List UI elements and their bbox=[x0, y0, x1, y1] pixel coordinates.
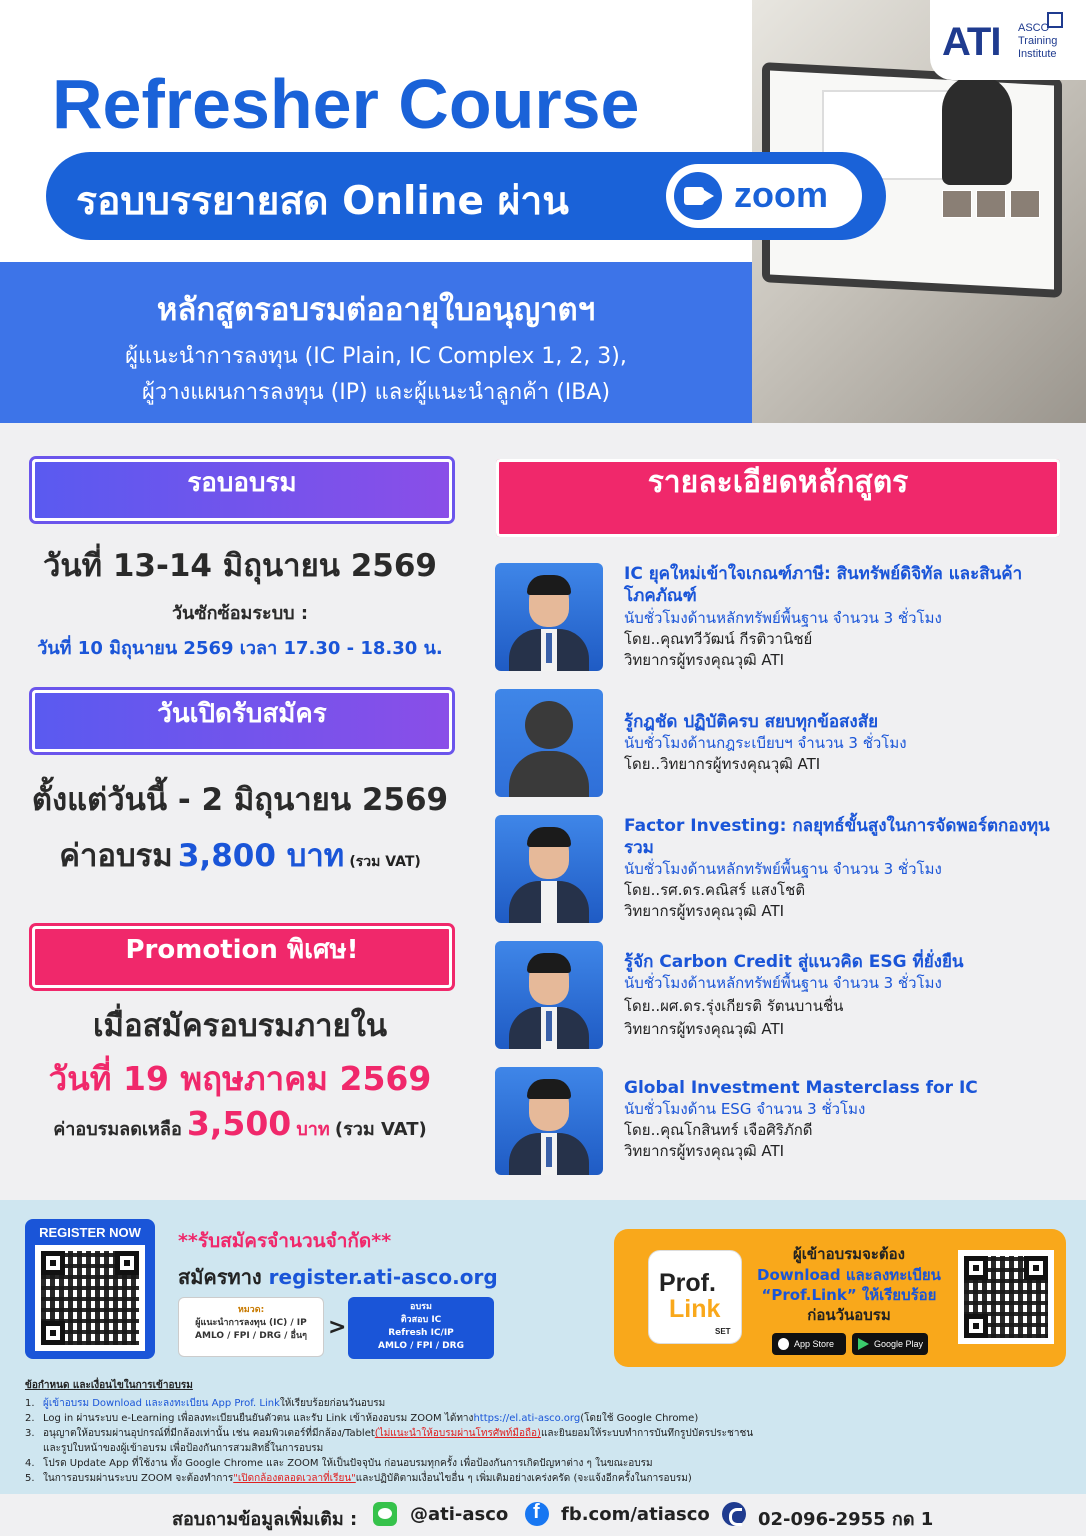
registration-fee bbox=[20, 830, 460, 880]
promo-header bbox=[32, 926, 452, 988]
course-speaker: โดย..รศ.ดร.คณิสร์ แสงโชติ bbox=[624, 881, 806, 899]
speaker-photo bbox=[495, 1067, 603, 1175]
course-item bbox=[495, 815, 1061, 923]
register-via-label: สมัครทาง bbox=[178, 1265, 262, 1289]
band-line3: ผู้วางแผนการลงทุน (IP) และผู้แนะนำลูกค้า (IBA) bbox=[141, 380, 611, 405]
band-line1: หลักสูตรอบรมต่ออายุใบอนุญาตฯ bbox=[156, 292, 596, 328]
step-a-line2: AMLO / FPI / DRG / อื่นๆ bbox=[195, 1331, 307, 1341]
facebook-link[interactable]: fb.com/atiasco bbox=[561, 1504, 710, 1525]
fee-label: ค่าอบรม bbox=[59, 838, 173, 874]
video-thumbnails bbox=[942, 190, 1040, 218]
speaker-placeholder-icon bbox=[495, 689, 603, 797]
online-pill bbox=[46, 152, 886, 240]
google-play-badge[interactable]: Google Play bbox=[852, 1333, 928, 1355]
course-speaker: โดย..คุณโกสินทร์ เจือศิริภักดี bbox=[624, 1121, 813, 1139]
proflink-logo-set: SET bbox=[715, 1327, 731, 1336]
course-item bbox=[495, 689, 1061, 797]
contact-label: สอบถามข้อมูลเพิ่มเติม : bbox=[172, 1509, 358, 1530]
promo-fee-label: ค่าอบรมลดเหลือ bbox=[53, 1119, 182, 1140]
zoom-word: zoom bbox=[734, 174, 828, 215]
proflink-line2: Download และลงทะเบียน bbox=[757, 1266, 941, 1284]
rehearsal-date: วันที่ 10 มิถุนายน 2569 เวลา 17.30 - 18.30 น. bbox=[37, 638, 443, 659]
zoom-camera-icon bbox=[674, 172, 722, 220]
promo-line1: เมื่อสมัครอบรมภายใน bbox=[92, 1008, 388, 1044]
course-role: วิทยากรผู้ทรงคุณวุฒิ ATI bbox=[624, 651, 785, 669]
promo-label: Promotion พิเศษ! bbox=[125, 935, 359, 965]
promo-fee-vat: (รวม VAT) bbox=[334, 1119, 427, 1140]
registration-label: วันเปิดรับสมัคร bbox=[157, 699, 327, 729]
app-store-badge[interactable]: App Store bbox=[772, 1333, 846, 1355]
register-now-label: REGISTER NOW bbox=[39, 1225, 141, 1240]
terms-heading: ข้อกำหนด และเงื่อนไขในการเข้าอบรม bbox=[25, 1380, 193, 1391]
terms-item: และรูปใบหน้าของผู้เข้าอบรม เพื่อป้องกันการสวมสิทธิ์ในการอบรม bbox=[43, 1443, 324, 1454]
register-qr-card[interactable] bbox=[25, 1219, 155, 1359]
elearning-link[interactable]: https://el.ati-asco.org bbox=[473, 1413, 581, 1424]
course-role: วิทยากรผู้ทรงคุณวุฒิ ATI bbox=[624, 902, 785, 920]
course-speaker: โดย..ผศ.ดร.รุ่งเกียรติ รัตนบานชื่น bbox=[624, 997, 844, 1015]
proflink-qr-code[interactable] bbox=[958, 1250, 1054, 1344]
course-title: Global Investment Masterclass for IC bbox=[624, 1078, 978, 1098]
page-title: Refresher Course bbox=[52, 65, 640, 143]
phone-number[interactable]: 02-096-2955 กด 1 bbox=[758, 1509, 934, 1530]
register-qr-code[interactable] bbox=[35, 1245, 145, 1351]
logo-sub3: Institute bbox=[1018, 48, 1057, 60]
proflink-line3: “Prof.Link” ให้เรียบร้อย bbox=[761, 1286, 937, 1304]
terms-item: 4. โปรด Update App ที่ใช้งาน ทั้ง Google Chrome และ ZOOM ให้เป็นปัจจุบัน ก่อนอบรมทุกครั้ง เพื่อป้องกันการเกิดปัญหาต่าง ๆ ในขณะอบรม bbox=[25, 1458, 653, 1469]
promo-fee-unit: บาท bbox=[296, 1119, 330, 1140]
course-title: รู้กฎชัด ปฏิบัติครบ สยบทุกข้อสงสัย bbox=[624, 712, 879, 732]
terms-section bbox=[25, 1378, 1065, 1486]
presenter bbox=[942, 75, 1012, 185]
facebook-icon bbox=[525, 1502, 549, 1526]
course-band bbox=[0, 262, 752, 423]
course-role: วิทยากรผู้ทรงคุณวุฒิ ATI bbox=[624, 1020, 785, 1038]
course-hours: นับชั่วโมงด้านหลักทรัพย์พื้นฐาน จำนวน 3 ชั่วโมง bbox=[624, 609, 942, 627]
session-label: รอบอบรม bbox=[187, 468, 297, 498]
speaker-photo bbox=[495, 815, 603, 923]
proflink-line4: ก่อนวันอบรม bbox=[807, 1306, 891, 1324]
line-id-link[interactable]: @ati-asco bbox=[410, 1504, 509, 1525]
details-label: รายละเอียดหลักสูตร bbox=[647, 465, 909, 500]
proflink-logo-prof: Prof. bbox=[659, 1269, 716, 1297]
session-header bbox=[32, 459, 452, 521]
course-hours: นับชั่วโมงด้านหลักทรัพย์พื้นฐาน จำนวน 3 ชั่วโมง bbox=[624, 860, 942, 878]
category-step-card bbox=[178, 1297, 324, 1357]
course-role: วิทยากรผู้ทรงคุณวุฒิ ATI bbox=[624, 1142, 785, 1160]
line-icon bbox=[373, 1502, 397, 1526]
course-item bbox=[495, 563, 1061, 671]
course-hours: นับชั่วโมงด้านกฎระเบียบฯ จำนวน 3 ชั่วโมง bbox=[624, 734, 907, 752]
step-a-line1: ผู้แนะนำการลงทุน (IC) / IP bbox=[195, 1318, 307, 1328]
course-item bbox=[495, 1067, 1061, 1175]
session-date: วันที่ 13-14 มิถุนายน 2569 bbox=[43, 548, 437, 584]
course-hours: นับชั่วโมงด้านหลักทรัพย์พื้นฐาน จำนวน 3 ชั่วโมง bbox=[624, 974, 942, 992]
register-via bbox=[178, 1261, 498, 1293]
rehearsal-label: วันซักซ้อมระบบ : bbox=[171, 603, 309, 624]
course-item bbox=[495, 941, 1061, 1049]
course-hours: นับชั่วโมงด้าน ESG จำนวน 3 ชั่วโมง bbox=[624, 1100, 866, 1118]
logo-sub2: Training bbox=[1018, 35, 1058, 47]
promo-fee-amount: 3,500 bbox=[186, 1104, 292, 1143]
course-title: Factor Investing: กลยุทธ์ขั้นสูงในการจัดพอร์ตกองทุนรวม bbox=[624, 816, 1050, 858]
promo-fee bbox=[20, 1104, 460, 1143]
pill-text: รอบบรรยายสด Online ผ่าน bbox=[76, 179, 569, 224]
register-url-link[interactable]: register.ati-asco.org bbox=[268, 1265, 498, 1289]
logo-subtitle bbox=[1018, 22, 1078, 61]
terms-item: 1. ผู้เข้าอบรม Download และลงทะเบียน App Prof. Link ให้เรียบร้อยก่อนวันอบรม bbox=[25, 1398, 386, 1409]
speaker-photo bbox=[495, 563, 603, 671]
step-b-line2: ติวสอบ IC bbox=[400, 1315, 442, 1325]
details-header bbox=[496, 459, 1060, 537]
contact-bar bbox=[0, 1494, 1086, 1536]
band-line2: ผู้แนะนำการลงทุน (IC Plain, IC Complex 1, 2, 3), bbox=[125, 344, 627, 369]
course-step-card bbox=[348, 1297, 494, 1359]
promo-date: วันที่ 19 พฤษภาคม 2569 bbox=[48, 1059, 432, 1098]
speaker-photo bbox=[495, 941, 603, 1049]
registration-header bbox=[32, 690, 452, 752]
course-speaker: โดย..วิทยากรผู้ทรงคุณวุฒิ ATI bbox=[624, 755, 821, 773]
terms-item: 5. ในการอบรมผ่านระบบ ZOOM จะต้องทำการ "เปิดกล้องตลอดเวลาที่เรียน" และปฏิบัติตามเงื่อนไขอื่น ๆ เพิ่มเติมอย่างเคร่งครัด (จะแจ้งอีกครั้งในการอบรม) bbox=[25, 1473, 692, 1484]
zoom-logo bbox=[666, 164, 862, 228]
chevron-right-icon: > bbox=[328, 1315, 347, 1340]
phone-icon bbox=[722, 1502, 746, 1526]
step-b-line3: Refresh IC/IP bbox=[388, 1328, 454, 1338]
step-b-line1: อบรม bbox=[410, 1302, 432, 1312]
proflink-logo-link: Link bbox=[669, 1295, 721, 1323]
fee-amount: 3,800 บาท bbox=[177, 838, 345, 874]
proflink-line1: ผู้เข้าอบรมจะต้อง bbox=[793, 1245, 905, 1263]
course-title: รู้จัก Carbon Credit สู่แนวคิด ESG ที่ยั่งยืน bbox=[624, 952, 964, 972]
logo-sub1: ASCO bbox=[1018, 22, 1050, 34]
course-title: IC ยุคใหม่เข้าใจเกณฑ์ภาษี: สินทรัพย์ดิจิทัล และสินค้าโภคภัณฑ์ bbox=[624, 564, 1023, 606]
registration-period: ตั้งแต่วันนี้ - 2 มิถุนายน 2569 bbox=[31, 782, 449, 818]
limited-seats-text: **รับสมัครจำนวนจำกัด** bbox=[178, 1230, 392, 1252]
terms-item: 2. Log in ผ่านระบบ e-Learning เพื่อลงทะเบียนยืนยันตัวตน และรับ Link เข้าห้องอบรม ZOOM ได้ทาง https://el.ati-asco.org (โดยใช้ Google Chrome) bbox=[25, 1413, 699, 1424]
logo-brand: ATI bbox=[942, 20, 1001, 64]
step-a-key: หมวด: bbox=[237, 1305, 265, 1315]
course-speaker: โดย..คุณทวีวัฒน์ กีรติวานิชย์ bbox=[624, 630, 813, 648]
ati-logo bbox=[930, 0, 1086, 80]
step-b-line4: AMLO / FPI / DRG bbox=[378, 1341, 464, 1351]
terms-item: 3. อนุญาตให้อบรมผ่านอุปกรณ์ที่มีกล้องเท่านั้น เช่น คอมพิวเตอร์ที่มีกล้อง/Tablet (ไม่แนะนำให้อบรมผ่านโทรศัพท์มือถือ) และยินยอมให้ระบบทำการบันทึกรูปบัตรประชาชน bbox=[25, 1428, 754, 1439]
fee-vat: (รวม VAT) bbox=[349, 854, 421, 870]
proflink-logo bbox=[648, 1250, 742, 1344]
